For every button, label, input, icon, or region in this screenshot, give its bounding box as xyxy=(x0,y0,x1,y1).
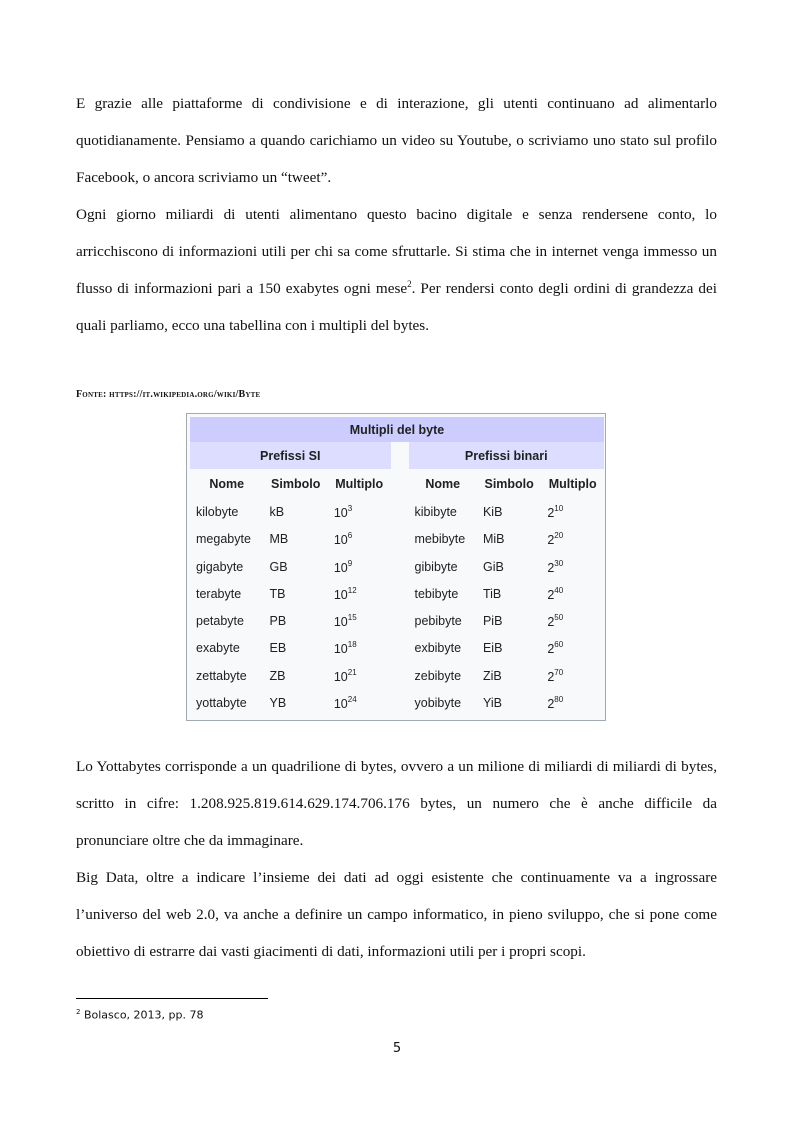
si-multiple-cell xyxy=(328,553,391,580)
bin-multiple-cell xyxy=(541,635,604,662)
table-gap xyxy=(391,553,409,580)
table-gap xyxy=(391,498,409,525)
multiple-exponent: 50 xyxy=(554,613,564,623)
bin-multiple-cell xyxy=(541,607,604,634)
footnote-number: 2 xyxy=(76,1008,81,1016)
bin-multiple-cell xyxy=(541,662,604,689)
table-row xyxy=(190,553,604,580)
bin-multiple-cell xyxy=(541,689,604,716)
si-multiple-cell xyxy=(328,498,391,525)
table-gap xyxy=(391,662,409,689)
si-symbol-cell: GB xyxy=(269,559,288,574)
bin-multiple-cell xyxy=(541,526,604,553)
table-gap xyxy=(391,689,409,716)
footnote-text: Bolasco, 2013, pp. 78 xyxy=(80,1008,204,1022)
footnote-divider xyxy=(76,998,268,999)
bin-symbol-cell: YiB xyxy=(482,696,502,711)
multiple-exponent: 40 xyxy=(554,585,564,595)
multiple-exponent: 10 xyxy=(554,503,564,513)
multiple-exponent: 6 xyxy=(347,531,353,541)
multiple-base: 10 xyxy=(333,669,348,684)
paragraph-growth xyxy=(76,196,717,344)
multiple-base: 2 xyxy=(547,560,555,575)
multiple-base: 2 xyxy=(547,669,555,684)
multiple-base: 2 xyxy=(547,587,555,602)
multiple-base: 2 xyxy=(547,533,555,548)
footnote-ref: 2 xyxy=(407,279,412,289)
bin-symbol-cell: TiB xyxy=(482,586,502,601)
col-header-bin-symbol: Simbolo xyxy=(484,476,534,491)
multiple-exponent: 60 xyxy=(554,640,564,650)
multiple-exponent: 24 xyxy=(347,695,357,705)
multiple-base: 10 xyxy=(333,587,348,602)
footnote xyxy=(76,1008,203,1022)
multiple-base: 10 xyxy=(333,615,348,630)
table-gap xyxy=(391,526,409,553)
multiple-exponent: 3 xyxy=(347,503,353,513)
si-name-cell: exabyte xyxy=(196,641,240,656)
si-name-cell: petabyte xyxy=(196,614,244,629)
bin-multiple-cell xyxy=(541,580,604,607)
si-symbol-cell: TB xyxy=(269,586,286,601)
multiple-base: 10 xyxy=(333,533,348,548)
multiple-base: 10 xyxy=(333,560,348,575)
si-name-cell: megabyte xyxy=(196,532,251,547)
multiple-exponent: 18 xyxy=(347,640,357,650)
multiple-base: 2 xyxy=(547,642,555,657)
col-header-si-name: Nome xyxy=(209,476,245,491)
multiple-exponent: 15 xyxy=(347,613,357,623)
si-name-cell: zettabyte xyxy=(196,668,247,683)
table-gap xyxy=(391,580,409,607)
si-name-cell: gigabyte xyxy=(196,559,244,574)
multiple-exponent: 70 xyxy=(554,667,564,677)
bin-symbol-cell: ZiB xyxy=(482,668,502,683)
page-number: 5 xyxy=(392,1041,402,1056)
multiple-base: 10 xyxy=(333,642,348,657)
table-row xyxy=(190,689,604,716)
byte-multiples-table xyxy=(190,417,604,717)
bin-name-cell: kibibyte xyxy=(414,504,457,519)
bin-name-cell: gibibyte xyxy=(414,559,458,574)
bin-symbol-cell: MiB xyxy=(482,532,505,547)
multiple-base: 2 xyxy=(547,697,555,712)
multiple-exponent: 21 xyxy=(347,667,357,677)
bin-symbol-cell: PiB xyxy=(482,614,503,629)
col-header-si-multiple: Multiplo xyxy=(335,476,384,491)
table-row xyxy=(190,607,604,634)
table-row xyxy=(190,498,604,525)
col-header-si-symbol: Simbolo xyxy=(271,476,321,491)
paragraph-growth-text: Ogni giorno miliardi di utenti alimentano questo bacino digitale e senza rendersene conto, lo arricchiscono di informazioni utili per chi sa come sfruttarle. Si stima che in internet venga immesso un flusso di informazioni pari a 150 exabytes ogni mese xyxy=(76,206,717,297)
multiple-exponent: 12 xyxy=(347,585,357,595)
table-row xyxy=(190,635,604,662)
bin-multiple-cell xyxy=(541,498,604,525)
table-source-caption: Fonte: https://it.wikipedia.org/wiki/Byte xyxy=(76,389,261,400)
bin-name-cell: exbibyte xyxy=(414,641,462,656)
table-row xyxy=(190,526,604,553)
bin-name-cell: pebibyte xyxy=(414,614,462,629)
table-row xyxy=(190,580,604,607)
si-multiple-cell xyxy=(328,635,391,662)
multiple-exponent: 20 xyxy=(554,531,564,541)
paragraph-yottabyte: Lo Yottabytes corrisponde a un quadrilione di bytes, ovvero a un milione di miliardi di miliardi di bytes, scritto in cifre: 1.208.925.819.614.629.174.706.176 bytes, un numero che è anche difficile da pronunciare oltre che da immaginare. xyxy=(76,758,717,849)
byte-multiples-table-frame xyxy=(186,413,606,721)
bin-symbol-cell: EiB xyxy=(482,641,503,656)
si-name-cell: terabyte xyxy=(196,586,242,601)
table-gap xyxy=(391,607,409,634)
si-name-cell: kilobyte xyxy=(196,504,239,519)
table-gap xyxy=(391,469,409,498)
multiple-base: 2 xyxy=(547,505,555,520)
bin-name-cell: mebibyte xyxy=(414,532,466,547)
bin-multiple-cell xyxy=(541,553,604,580)
multiple-base: 2 xyxy=(547,615,555,630)
table-title: Multipli del byte xyxy=(190,417,604,442)
multiple-exponent: 30 xyxy=(554,558,564,568)
col-header-bin-name: Nome xyxy=(425,476,461,491)
paragraph-intro: E grazie alle piattaforme di condivisione e di interazione, gli utenti continuano ad alimentarlo quotidianamente. Pensiamo a quando carichiamo un video su Youtube, o scriviamo uno stato sul profilo Facebook, o ancora scriviamo un “tweet”. xyxy=(76,95,717,186)
multiple-base: 10 xyxy=(333,697,348,712)
bin-name-cell: zebibyte xyxy=(414,668,462,683)
si-symbol-cell: kB xyxy=(269,504,285,519)
multiple-base: 10 xyxy=(333,505,348,520)
si-multiple-cell xyxy=(328,580,391,607)
paragraph-bigdata: Big Data, oltre a indicare l’insieme dei dati ad oggi esistente che continuamente va a ingrossare l’universo del web 2.0, va anche a definire un campo informatico, in pieno sviluppo, che si pone come obiettivo di estrarre dai vasti giacimenti di dati, informazioni utili per i propri scopi. xyxy=(76,869,717,960)
multiple-exponent: 80 xyxy=(554,695,564,705)
bin-symbol-cell: GiB xyxy=(482,559,504,574)
si-multiple-cell xyxy=(328,526,391,553)
col-header-bin-multiple: Multiplo xyxy=(548,476,597,491)
bin-name-cell: yobibyte xyxy=(414,696,462,711)
si-symbol-cell: MB xyxy=(269,532,289,547)
si-multiple-cell xyxy=(328,607,391,634)
si-symbol-cell: ZB xyxy=(269,668,286,683)
si-symbol-cell: EB xyxy=(269,641,287,656)
multiple-exponent: 9 xyxy=(347,558,353,568)
si-multiple-cell xyxy=(328,662,391,689)
si-symbol-cell: YB xyxy=(269,696,287,711)
table-gap xyxy=(391,635,409,662)
bin-name-cell: tebibyte xyxy=(414,586,459,601)
table-group-binary: Prefissi binari xyxy=(409,442,605,469)
bin-symbol-cell: KiB xyxy=(482,504,503,519)
table-row xyxy=(190,662,604,689)
si-multiple-cell xyxy=(328,689,391,716)
si-name-cell: yottabyte xyxy=(196,696,247,711)
table-group-si: Prefissi SI xyxy=(190,442,391,469)
si-symbol-cell: PB xyxy=(269,614,287,629)
table-body xyxy=(190,498,604,716)
paragraph-growth-tail: . Per rendersi conto degli ordini di grandezza dei quali parliamo, ecco una tabellina con i multipli del bytes. xyxy=(76,280,717,334)
table-gap xyxy=(391,442,409,469)
